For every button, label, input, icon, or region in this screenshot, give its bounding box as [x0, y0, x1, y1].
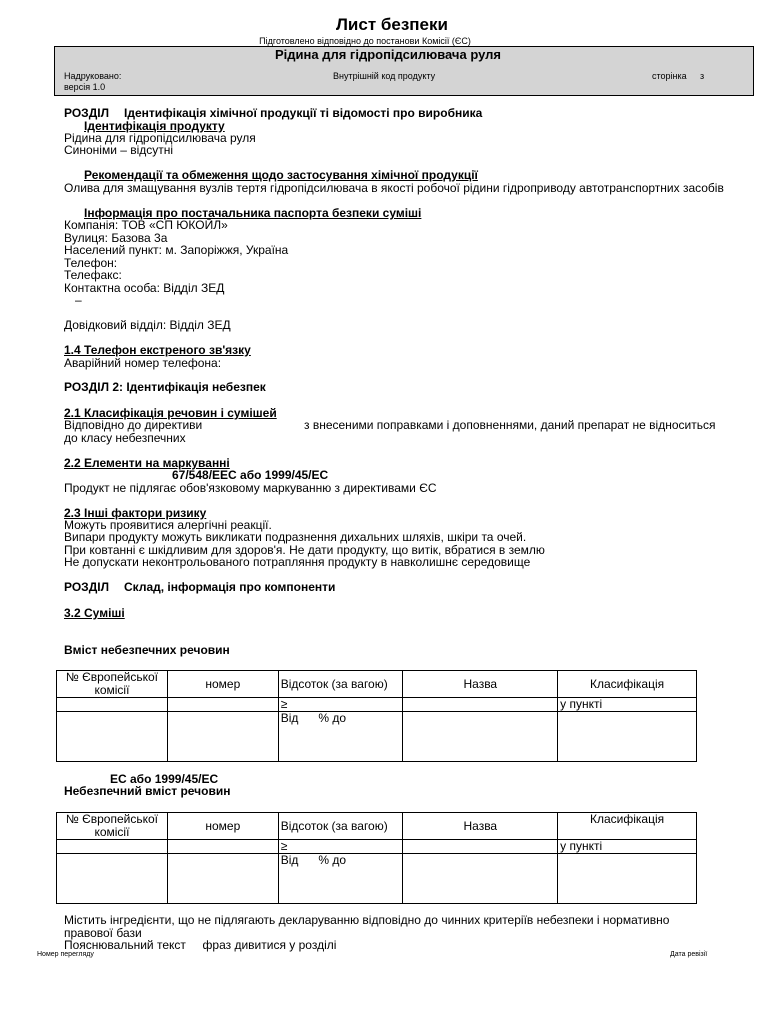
hazardous-content-label-2: Небезпечний вміст речовин	[64, 784, 231, 798]
table-cell	[558, 712, 697, 762]
product-identifier: Рідина для гідропідсилювача руля	[64, 131, 256, 145]
percent-range	[278, 712, 403, 762]
table-cell	[167, 854, 278, 904]
product-name-banner: Рідина для гідропідсилювача руля	[274, 47, 501, 62]
section3-prefix: РОЗДІЛ	[64, 580, 109, 594]
label-directive: 67/548/ЕЕС або 1999/45/ЕС	[172, 468, 329, 482]
mixtures-heading: 3.2 Суміші	[64, 606, 125, 620]
table-cell	[167, 840, 278, 854]
other-hazards-heading: 2.3 Інші фактори ризику	[64, 506, 207, 520]
non-declared-text-1: Містить інгредієнти, що не підлягають декларуванню відповідно до чинних критеріїв небезпеки і нормативно	[64, 913, 670, 927]
table-cell	[57, 840, 168, 854]
table-cell	[57, 698, 168, 712]
other-hazard-4: Не допускати неконтрольованого потрапляння продукту в навколишнє середовище	[64, 555, 531, 569]
synonyms: Синоніми – відсутні	[64, 143, 174, 157]
hazardous-substances-table	[56, 670, 697, 762]
classification-text-a: Відповідно до директиви	[64, 418, 203, 432]
other-hazard-2: Випари продукту можуть викликати подразнення дихальних шляхів, шкіри та очей.	[64, 530, 527, 544]
directive-label-2: ЕС або 1999/45/ЕС	[110, 772, 219, 786]
table-cell	[558, 854, 697, 904]
in-point: у пункті	[558, 698, 697, 712]
phone: Телефон:	[64, 256, 118, 270]
header-percent: Відсоток (за вагою)	[278, 671, 403, 698]
section1-heading: Ідентифікація хімічної продукції ті відомості про виробника	[124, 106, 483, 120]
label-elements-heading: 2.2 Елементи на маркуванні	[64, 456, 230, 470]
document-title: Лист безпеки	[336, 15, 448, 34]
in-point: у пункті	[558, 840, 697, 854]
other-hazard-1: Можуть проявитися алергічні реакції.	[64, 518, 272, 532]
header-classification: Класифікація	[558, 813, 697, 840]
table-cell	[57, 712, 168, 762]
header-percent: Відсоток (за вагою)	[278, 813, 403, 840]
table-cell	[57, 854, 168, 904]
contact-person: Контактна особа: Відділ ЗЕД	[64, 281, 225, 295]
table-cell	[403, 840, 558, 854]
section2-heading: РОЗДІЛ 2: Ідентифікація небезпек	[64, 380, 266, 394]
company: Компанія: ТОВ «СП ЮКОЙЛ»	[64, 218, 228, 232]
supplier-heading: Інформація про постачальника паспорта безпеки суміші	[84, 206, 422, 220]
hazardous-substances-table-2	[56, 812, 697, 904]
table-cell	[403, 712, 558, 762]
table-cell	[167, 698, 278, 712]
city: Населений пункт: м. Запоріжжя, Україна	[64, 243, 289, 257]
revision-number-label: Номер перегляду	[37, 951, 94, 958]
page-label: сторінка	[652, 71, 687, 81]
page-of-label: з	[700, 71, 705, 81]
to-label: % до	[318, 711, 347, 725]
ge-symbol: ≥	[278, 698, 403, 712]
document-subtitle: Підготовлено відповідно до постанови Комісії (ЄС)	[259, 36, 471, 46]
version-label: версія 1.0	[64, 82, 106, 92]
from-label: Від	[280, 711, 299, 725]
hazardous-content-label: Вміст небезпечних речовин	[64, 643, 230, 657]
dash: –	[75, 293, 82, 307]
table-cell	[167, 712, 278, 762]
classification-text-b: з внесеними поправками і доповненнями, даний препарат не відноситься	[304, 418, 716, 432]
explanatory-text: Пояснювальний текст фраз дивитися у розділі	[64, 938, 337, 952]
fax: Телефакс:	[64, 268, 122, 282]
recommendations-heading: Рекомендації та обмеження щодо застосування хімічної продукції	[84, 168, 478, 182]
printed-label: Надруковано:	[64, 71, 122, 81]
percent-range	[278, 854, 403, 904]
revision-date-label: Дата ревізії	[670, 951, 708, 958]
header-ec-number: № Європейської комісії	[57, 813, 168, 840]
info-department: Довідковий відділ: Відділ ЗЕД	[64, 318, 231, 332]
ge-symbol: ≥	[278, 840, 403, 854]
classification-text-c: до класу небезпечних	[64, 431, 186, 445]
classification-heading: 2.1 Класифікація речовин і сумішей	[64, 406, 277, 420]
recommendations-text: Олива для змащування вузлів тертя гідропідсилювача в якості робочої рідини гідроприводу автотранспортних засобів	[64, 181, 724, 195]
identification-heading: Ідентифікація продукту	[84, 119, 225, 133]
emergency-heading: 1.4 Телефон екстреного зв'язку	[64, 343, 251, 357]
section1-prefix: РОЗДІЛ	[64, 106, 109, 120]
internal-code-label: Внутрішній код продукту	[333, 71, 436, 81]
street: Вулиця: Базова 3а	[64, 231, 168, 245]
header-classification: Класифікація	[558, 671, 697, 698]
header-ec-number: № Європейської комісії	[57, 671, 168, 698]
other-hazard-3: При ковтанні є шкідливим для здоров'я. Не дати продукту, що витік, вбратися в землю	[64, 543, 545, 557]
table-cell	[403, 854, 558, 904]
header-name: Назва	[403, 813, 558, 840]
table-cell	[403, 698, 558, 712]
emergency-number: Аварійний номер телефона:	[64, 356, 222, 370]
section3-heading: Склад, інформація про компоненти	[124, 580, 336, 594]
header-number: номер	[167, 671, 278, 698]
to-label: % до	[318, 853, 347, 867]
non-declared-text-2: правової бази	[64, 926, 142, 940]
label-text: Продукт не підлягає обов'язковому маркуванню з директивами ЄС	[64, 481, 437, 495]
header-name: Назва	[403, 671, 558, 698]
header-number: номер	[167, 813, 278, 840]
from-label: Від	[280, 853, 299, 867]
